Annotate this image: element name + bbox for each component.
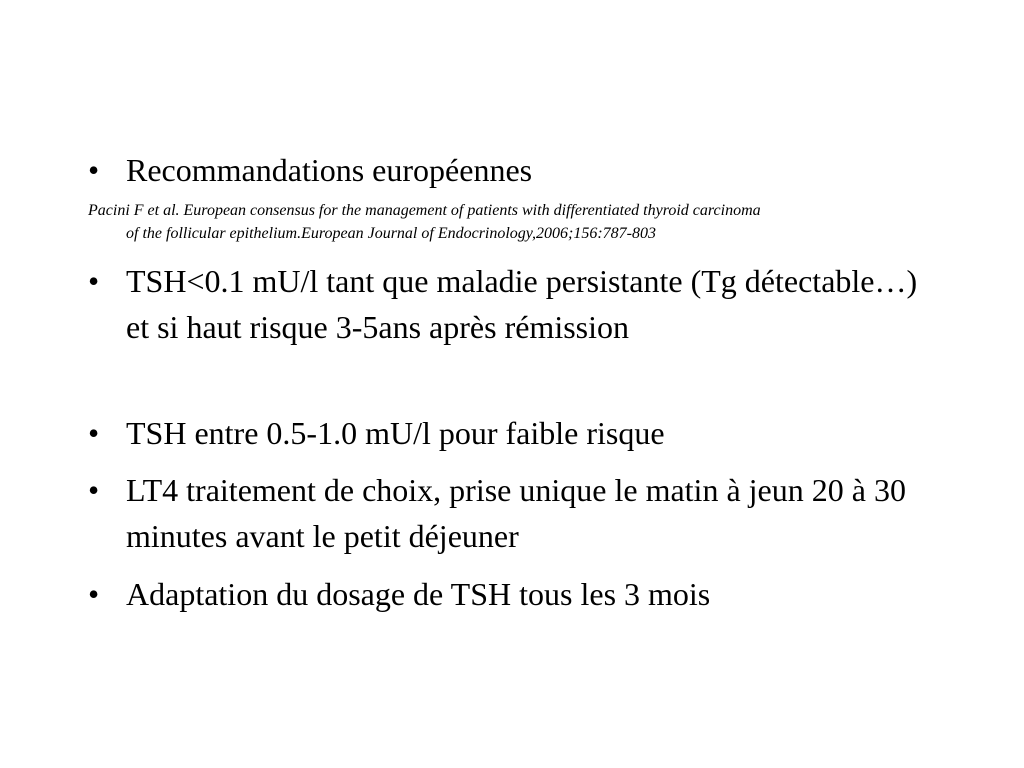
bullet-item-2 — [88, 410, 918, 456]
bullet-icon: • — [88, 472, 100, 508]
bullet-item-1 — [88, 258, 918, 350]
bullet-icon: • — [88, 263, 100, 299]
reference-line-1: Pacini F et al. European consensus for the management of patients with differentiated thyroid carcinoma — [88, 202, 761, 219]
reference-line-2: of the follicular epithelium.European Journal of Endocrinology,2006;156:787-803 — [126, 225, 657, 242]
bullet-icon: • — [88, 152, 100, 188]
bullet-text-2: TSH entre 0.5-1.0 mU/l pour faible risque — [126, 415, 665, 451]
bullet-text-4: Adaptation du dosage de TSH tous les 3 mois — [126, 576, 711, 612]
bullet-icon: • — [88, 576, 100, 612]
heading-bullet-item — [88, 147, 918, 193]
bullet-icon: • — [88, 415, 100, 451]
bullet-text-3: LT4 traitement de choix, prise unique le matin à jeun 20 à 30 minutes avant le petit déjeuner — [126, 472, 906, 554]
reference-citation — [88, 199, 938, 245]
heading-bullet-text: Recommandations européennes — [126, 152, 533, 188]
bullet-text-1: TSH<0.1 mU/l tant que maladie persistante (Tg détectable…) et si haut risque 3-5ans après rémission — [126, 263, 918, 345]
bullet-item-4 — [88, 571, 918, 617]
bullet-item-3 — [88, 467, 918, 559]
